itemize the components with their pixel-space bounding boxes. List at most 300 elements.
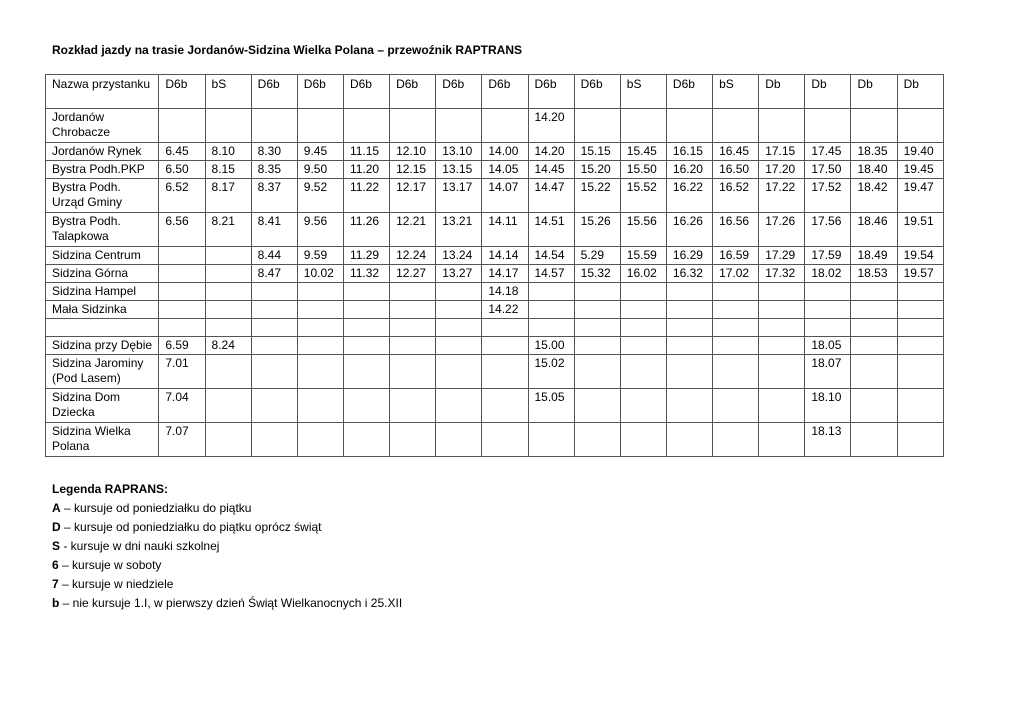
departure-time-cell <box>297 319 343 337</box>
header-course-code: D6b <box>390 75 436 109</box>
departure-time-cell <box>666 319 712 337</box>
legend-item <box>52 537 402 556</box>
departure-time-cell: 14.00 <box>482 143 528 161</box>
stop-name-cell: Sidzina Centrum <box>46 247 159 265</box>
departure-time-cell <box>620 337 666 355</box>
header-course-code: D6b <box>159 75 205 109</box>
departure-time-cell <box>436 109 482 143</box>
departure-time-cell <box>666 423 712 457</box>
departure-time-cell: 9.45 <box>297 143 343 161</box>
departure-time-cell <box>713 355 759 389</box>
departure-time-cell <box>620 423 666 457</box>
departure-time-cell <box>851 389 897 423</box>
departure-time-cell <box>436 301 482 319</box>
departure-time-cell <box>482 355 528 389</box>
departure-time-cell <box>205 355 251 389</box>
departure-time-cell: 15.26 <box>574 213 620 247</box>
departure-time-cell: 9.59 <box>297 247 343 265</box>
departure-time-cell <box>620 389 666 423</box>
departure-time-cell: 16.56 <box>713 213 759 247</box>
departure-time-cell <box>897 109 943 143</box>
departure-time-cell: 12.17 <box>390 179 436 213</box>
departure-time-cell: 17.59 <box>805 247 851 265</box>
departure-time-cell <box>436 423 482 457</box>
departure-time-cell: 18.40 <box>851 161 897 179</box>
table-row <box>46 283 944 301</box>
departure-time-cell: 15.50 <box>620 161 666 179</box>
departure-time-cell <box>297 355 343 389</box>
departure-time-cell: 8.35 <box>251 161 297 179</box>
departure-time-cell: 11.15 <box>343 143 389 161</box>
table-row <box>46 179 944 213</box>
departure-time-cell <box>297 337 343 355</box>
departure-time-cell: 17.32 <box>759 265 805 283</box>
table-row <box>46 213 944 247</box>
legend-key: A <box>52 501 61 515</box>
departure-time-cell <box>805 301 851 319</box>
departure-time-cell: 14.07 <box>482 179 528 213</box>
stop-name-cell: Sidzina przy Dębie <box>46 337 159 355</box>
departure-time-cell: 12.24 <box>390 247 436 265</box>
departure-time-cell: 8.24 <box>205 337 251 355</box>
legend-item <box>52 575 402 594</box>
header-course-code: D6b <box>666 75 712 109</box>
table-row <box>46 265 944 283</box>
departure-time-cell <box>620 109 666 143</box>
departure-time-cell: 12.21 <box>390 213 436 247</box>
header-course-code: Db <box>897 75 943 109</box>
departure-time-cell <box>759 283 805 301</box>
legend-title: Legenda RAPRANS: <box>52 482 169 496</box>
departure-time-cell <box>759 109 805 143</box>
departure-time-cell <box>759 301 805 319</box>
departure-time-cell <box>713 423 759 457</box>
departure-time-cell <box>159 247 205 265</box>
departure-time-cell: 14.17 <box>482 265 528 283</box>
departure-time-cell <box>851 319 897 337</box>
page-title: Rozkład jazdy na trasie Jordanów-Sidzina Wielka Polana – przewoźnik RAPTRANS <box>52 43 522 57</box>
departure-time-cell <box>851 355 897 389</box>
header-course-code: bS <box>620 75 666 109</box>
departure-time-cell <box>897 389 943 423</box>
departure-time-cell <box>574 337 620 355</box>
departure-time-cell: 17.50 <box>805 161 851 179</box>
departure-time-cell: 11.20 <box>343 161 389 179</box>
departure-time-cell: 18.02 <box>805 265 851 283</box>
departure-time-cell: 16.52 <box>713 179 759 213</box>
departure-time-cell <box>390 423 436 457</box>
departure-time-cell: 17.02 <box>713 265 759 283</box>
departure-time-cell <box>805 319 851 337</box>
departure-time-cell <box>759 423 805 457</box>
departure-time-cell: 15.02 <box>528 355 574 389</box>
timetable <box>45 74 944 457</box>
departure-time-cell <box>390 283 436 301</box>
departure-time-cell: 6.45 <box>159 143 205 161</box>
departure-time-cell: 15.59 <box>620 247 666 265</box>
departure-time-cell: 16.26 <box>666 213 712 247</box>
header-course-code: Db <box>759 75 805 109</box>
header-course-code: D6b <box>482 75 528 109</box>
departure-time-cell <box>343 109 389 143</box>
departure-time-cell: 10.02 <box>297 265 343 283</box>
legend-item <box>52 499 402 518</box>
departure-time-cell <box>436 319 482 337</box>
departure-time-cell <box>620 319 666 337</box>
departure-time-cell: 14.14 <box>482 247 528 265</box>
departure-time-cell: 18.49 <box>851 247 897 265</box>
departure-time-cell <box>390 389 436 423</box>
departure-time-cell <box>759 355 805 389</box>
legend-item <box>52 594 402 613</box>
departure-time-cell: 19.54 <box>897 247 943 265</box>
departure-time-cell <box>251 355 297 389</box>
table-row <box>46 109 944 143</box>
departure-time-cell: 8.41 <box>251 213 297 247</box>
departure-time-cell <box>343 423 389 457</box>
departure-time-cell <box>759 389 805 423</box>
departure-time-cell: 15.15 <box>574 143 620 161</box>
departure-time-cell <box>805 283 851 301</box>
departure-time-cell: 8.21 <box>205 213 251 247</box>
departure-time-cell: 8.44 <box>251 247 297 265</box>
departure-time-cell: 13.10 <box>436 143 482 161</box>
departure-time-cell: 16.45 <box>713 143 759 161</box>
departure-time-cell <box>390 337 436 355</box>
departure-time-cell: 14.51 <box>528 213 574 247</box>
departure-time-cell: 6.52 <box>159 179 205 213</box>
departure-time-cell: 8.15 <box>205 161 251 179</box>
legend-text: – nie kursuje 1.I, w pierwszy dzień Świąt Wielkanocnych i 25.XII <box>59 596 403 610</box>
departure-time-cell: 13.27 <box>436 265 482 283</box>
departure-time-cell: 18.46 <box>851 213 897 247</box>
departure-time-cell: 7.07 <box>159 423 205 457</box>
departure-time-cell <box>251 109 297 143</box>
departure-time-cell <box>205 301 251 319</box>
departure-time-cell <box>390 355 436 389</box>
departure-time-cell <box>528 423 574 457</box>
departure-time-cell: 9.56 <box>297 213 343 247</box>
departure-time-cell <box>620 301 666 319</box>
departure-time-cell: 16.29 <box>666 247 712 265</box>
departure-time-cell: 17.45 <box>805 143 851 161</box>
header-course-code: D6b <box>251 75 297 109</box>
departure-time-cell <box>343 355 389 389</box>
departure-time-cell <box>713 389 759 423</box>
departure-time-cell <box>205 283 251 301</box>
departure-time-cell <box>251 319 297 337</box>
legend-key: b <box>52 596 60 610</box>
departure-time-cell: 11.32 <box>343 265 389 283</box>
departure-time-cell <box>390 319 436 337</box>
departure-time-cell: 8.37 <box>251 179 297 213</box>
departure-time-cell <box>482 423 528 457</box>
departure-time-cell <box>574 389 620 423</box>
stop-name-cell: Bystra Podh.PKP <box>46 161 159 179</box>
departure-time-cell: 19.45 <box>897 161 943 179</box>
departure-time-cell <box>897 423 943 457</box>
departure-time-cell <box>482 109 528 143</box>
departure-time-cell: 14.20 <box>528 109 574 143</box>
departure-time-cell <box>436 337 482 355</box>
departure-time-cell: 9.52 <box>297 179 343 213</box>
departure-time-cell: 17.52 <box>805 179 851 213</box>
departure-time-cell <box>482 389 528 423</box>
departure-time-cell: 14.11 <box>482 213 528 247</box>
departure-time-cell: 14.22 <box>482 301 528 319</box>
stop-name-cell: Sidzina Hampel <box>46 283 159 301</box>
departure-time-cell <box>205 389 251 423</box>
departure-time-cell <box>390 301 436 319</box>
stop-name-cell: Bystra Podh. Urząd Gminy <box>46 179 159 213</box>
departure-time-cell: 19.40 <box>897 143 943 161</box>
departure-time-cell <box>436 355 482 389</box>
departure-time-cell: 16.50 <box>713 161 759 179</box>
departure-time-cell <box>620 355 666 389</box>
departure-time-cell: 16.32 <box>666 265 712 283</box>
departure-time-cell <box>713 109 759 143</box>
departure-time-cell <box>205 423 251 457</box>
departure-time-cell <box>666 301 712 319</box>
departure-time-cell: 17.26 <box>759 213 805 247</box>
departure-time-cell: 15.20 <box>574 161 620 179</box>
departure-time-cell <box>159 301 205 319</box>
departure-time-cell <box>897 337 943 355</box>
table-row <box>46 319 944 337</box>
departure-time-cell: 12.15 <box>390 161 436 179</box>
departure-time-cell <box>897 301 943 319</box>
departure-time-cell: 13.15 <box>436 161 482 179</box>
departure-time-cell <box>436 389 482 423</box>
departure-time-cell <box>713 301 759 319</box>
departure-time-cell <box>897 355 943 389</box>
departure-time-cell <box>297 301 343 319</box>
header-course-code: D6b <box>574 75 620 109</box>
departure-time-cell: 7.01 <box>159 355 205 389</box>
departure-time-cell <box>805 109 851 143</box>
header-course-code: Db <box>805 75 851 109</box>
departure-time-cell: 17.15 <box>759 143 805 161</box>
departure-time-cell <box>574 319 620 337</box>
legend-text: – kursuje od poniedziałku do piątku oprócz świąt <box>60 520 322 534</box>
departure-time-cell <box>343 319 389 337</box>
stop-name-cell <box>46 319 159 337</box>
departure-time-cell: 6.50 <box>159 161 205 179</box>
departure-time-cell <box>528 319 574 337</box>
departure-time-cell <box>205 319 251 337</box>
departure-time-cell: 12.27 <box>390 265 436 283</box>
departure-time-cell: 8.47 <box>251 265 297 283</box>
departure-time-cell: 19.47 <box>897 179 943 213</box>
departure-time-cell: 11.29 <box>343 247 389 265</box>
header-course-code: bS <box>205 75 251 109</box>
departure-time-cell: 8.30 <box>251 143 297 161</box>
departure-time-cell: 16.02 <box>620 265 666 283</box>
departure-time-cell <box>343 389 389 423</box>
departure-time-cell <box>897 319 943 337</box>
departure-time-cell <box>297 109 343 143</box>
header-course-code: D6b <box>297 75 343 109</box>
stop-name-cell: Sidzina Jarominy (Pod Lasem) <box>46 355 159 389</box>
legend-key: 7 <box>52 577 59 591</box>
departure-time-cell <box>574 423 620 457</box>
departure-time-cell <box>713 337 759 355</box>
departure-time-cell <box>528 283 574 301</box>
departure-time-cell <box>482 337 528 355</box>
departure-time-cell <box>436 283 482 301</box>
stop-name-cell: Jordanów Rynek <box>46 143 159 161</box>
departure-time-cell <box>713 319 759 337</box>
departure-time-cell: 6.59 <box>159 337 205 355</box>
departure-time-cell <box>251 389 297 423</box>
departure-time-cell <box>159 283 205 301</box>
departure-time-cell: 15.32 <box>574 265 620 283</box>
departure-time-cell: 14.54 <box>528 247 574 265</box>
departure-time-cell <box>343 301 389 319</box>
departure-time-cell: 18.42 <box>851 179 897 213</box>
departure-time-cell: 6.56 <box>159 213 205 247</box>
legend-key: 6 <box>52 558 59 572</box>
departure-time-cell: 15.22 <box>574 179 620 213</box>
departure-time-cell <box>390 109 436 143</box>
legend-text: – kursuje w soboty <box>58 558 162 572</box>
departure-time-cell: 18.07 <box>805 355 851 389</box>
departure-time-cell: 8.10 <box>205 143 251 161</box>
departure-time-cell: 18.53 <box>851 265 897 283</box>
stop-name-cell: Bystra Podh. Talapkowa <box>46 213 159 247</box>
departure-time-cell: 16.20 <box>666 161 712 179</box>
departure-time-cell <box>851 109 897 143</box>
departure-time-cell: 17.56 <box>805 213 851 247</box>
departure-time-cell: 16.59 <box>713 247 759 265</box>
departure-time-cell <box>759 337 805 355</box>
departure-time-cell <box>205 109 251 143</box>
departure-time-cell <box>205 265 251 283</box>
departure-time-cell <box>159 265 205 283</box>
departure-time-cell <box>528 301 574 319</box>
departure-time-cell <box>666 283 712 301</box>
header-course-code: Db <box>851 75 897 109</box>
departure-time-cell: 13.24 <box>436 247 482 265</box>
header-stop-name: Nazwa przystanku <box>46 75 159 109</box>
legend-key: D <box>52 520 61 534</box>
departure-time-cell: 9.50 <box>297 161 343 179</box>
departure-time-cell <box>251 423 297 457</box>
header-course-code: D6b <box>528 75 574 109</box>
departure-time-cell: 11.22 <box>343 179 389 213</box>
departure-time-cell: 14.45 <box>528 161 574 179</box>
departure-time-cell: 13.17 <box>436 179 482 213</box>
departure-time-cell <box>713 283 759 301</box>
departure-time-cell <box>297 389 343 423</box>
departure-time-cell: 16.15 <box>666 143 712 161</box>
departure-time-cell <box>343 337 389 355</box>
table-header-row <box>46 75 944 109</box>
stop-name-cell: Sidzina Dom Dziecka <box>46 389 159 423</box>
departure-time-cell: 15.45 <box>620 143 666 161</box>
table-row <box>46 161 944 179</box>
departure-time-cell <box>574 109 620 143</box>
header-course-code: D6b <box>343 75 389 109</box>
legend-key: S <box>52 539 61 553</box>
departure-time-cell: 14.20 <box>528 143 574 161</box>
departure-time-cell <box>205 247 251 265</box>
departure-time-cell: 15.56 <box>620 213 666 247</box>
legend <box>52 480 402 613</box>
departure-time-cell <box>851 301 897 319</box>
departure-time-cell: 17.20 <box>759 161 805 179</box>
departure-time-cell: 18.05 <box>805 337 851 355</box>
departure-time-cell: 18.13 <box>805 423 851 457</box>
departure-time-cell <box>251 283 297 301</box>
departure-time-cell: 16.22 <box>666 179 712 213</box>
departure-time-cell <box>251 337 297 355</box>
stop-name-cell: Mała Sidzinka <box>46 301 159 319</box>
stop-name-cell: Sidzina Górna <box>46 265 159 283</box>
table-row <box>46 355 944 389</box>
departure-time-cell: 7.04 <box>159 389 205 423</box>
stop-name-cell: Sidzina Wielka Polana <box>46 423 159 457</box>
departure-time-cell: 5.29 <box>574 247 620 265</box>
header-course-code: bS <box>713 75 759 109</box>
table-row <box>46 247 944 265</box>
departure-time-cell <box>574 355 620 389</box>
departure-time-cell <box>666 109 712 143</box>
table-row <box>46 301 944 319</box>
departure-time-cell: 15.05 <box>528 389 574 423</box>
departure-time-cell: 14.47 <box>528 179 574 213</box>
table-row <box>46 337 944 355</box>
departure-time-cell <box>759 319 805 337</box>
legend-text: - kursuje w dni nauki szkolnej <box>60 539 220 553</box>
legend-text: – kursuje od poniedziałku do piątku <box>60 501 252 515</box>
departure-time-cell: 14.05 <box>482 161 528 179</box>
departure-time-cell <box>897 283 943 301</box>
departure-time-cell: 17.29 <box>759 247 805 265</box>
departure-time-cell <box>666 389 712 423</box>
departure-time-cell <box>159 319 205 337</box>
departure-time-cell: 17.22 <box>759 179 805 213</box>
table-row <box>46 143 944 161</box>
departure-time-cell <box>666 355 712 389</box>
departure-time-cell <box>297 283 343 301</box>
table-row <box>46 423 944 457</box>
header-course-code: D6b <box>436 75 482 109</box>
departure-time-cell: 18.10 <box>805 389 851 423</box>
departure-time-cell: 15.00 <box>528 337 574 355</box>
departure-time-cell <box>851 423 897 457</box>
table-row <box>46 389 944 423</box>
legend-text: – kursuje w niedziele <box>58 577 174 591</box>
departure-time-cell: 12.10 <box>390 143 436 161</box>
departure-time-cell <box>620 283 666 301</box>
departure-time-cell: 19.51 <box>897 213 943 247</box>
departure-time-cell: 8.17 <box>205 179 251 213</box>
departure-time-cell <box>482 319 528 337</box>
stop-name-cell: Jordanów Chrobacze <box>46 109 159 143</box>
departure-time-cell: 14.18 <box>482 283 528 301</box>
legend-item <box>52 518 402 537</box>
departure-time-cell <box>251 301 297 319</box>
departure-time-cell: 19.57 <box>897 265 943 283</box>
departure-time-cell <box>159 109 205 143</box>
departure-time-cell <box>851 283 897 301</box>
departure-time-cell <box>343 283 389 301</box>
departure-time-cell <box>574 301 620 319</box>
departure-time-cell <box>297 423 343 457</box>
legend-item <box>52 556 402 575</box>
departure-time-cell <box>666 337 712 355</box>
